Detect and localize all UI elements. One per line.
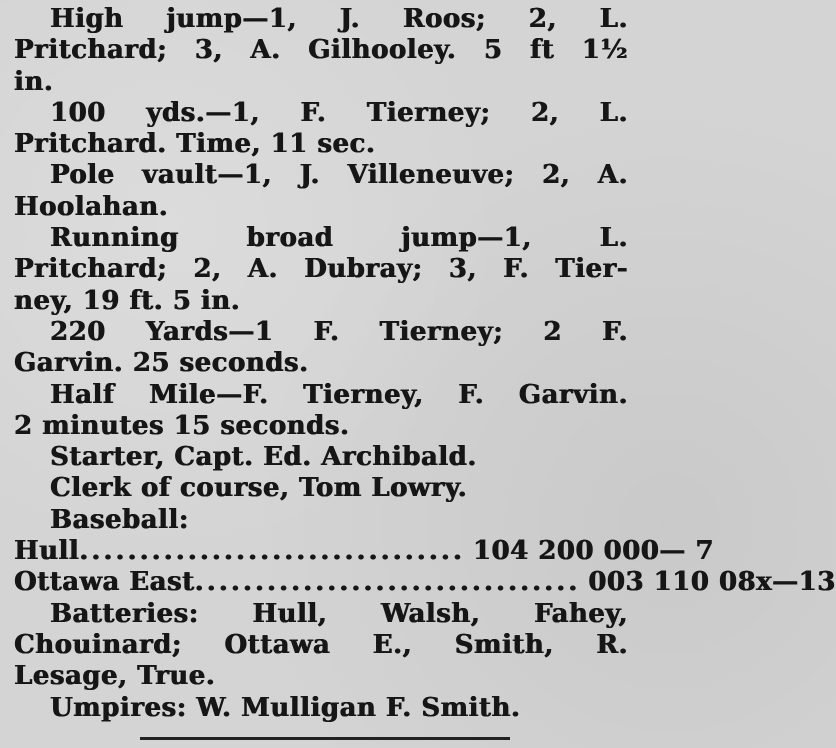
article-line: Garvin. 25 seconds. — [14, 348, 309, 379]
score-row — [14, 567, 836, 598]
article-line: Hoolahan. — [14, 191, 169, 222]
article-line: Pritchard. Time, 11 sec. — [14, 129, 376, 160]
article-line: Clerk of course, Tom Lowry. — [50, 473, 468, 504]
section-heading: Baseball: — [50, 504, 189, 535]
score-runs: 003 110 08x—13 — [588, 567, 836, 598]
score-team: Hull — [14, 536, 80, 567]
score-runs: 104 200 000— 7 — [472, 536, 714, 567]
article-line: Umpires: W. Mulligan F. Smith. — [50, 692, 521, 723]
score-row — [14, 536, 714, 567]
score-leader-dots: ................................ — [79, 536, 465, 567]
article-line: ney, 19 ft. 5 in. — [14, 285, 241, 316]
article-line: Half Mile—F. Tierney, F. Garvin. — [50, 379, 628, 410]
article-line: Starter, Capt. Ed. Archibald. — [50, 442, 477, 473]
article-line: in. — [14, 66, 54, 97]
article-line: High jump—1, J. Roos; 2, L. — [50, 4, 628, 34]
score-team: Ottawa East — [14, 567, 195, 598]
article-line: Pritchard; 3, A. Gilhooley. 5 ft 1½ — [14, 35, 628, 66]
article-line: 100 yds.—1, F. Tierney; 2, L. — [50, 97, 628, 128]
article-line: 220 Yards—1 F. Tierney; 2 F. — [50, 316, 628, 347]
article-line: 2 minutes 15 seconds. — [14, 410, 350, 441]
article-line: Batteries: Hull, Walsh, Fahey, — [50, 598, 628, 629]
article-line: Running broad jump—1, L. — [50, 223, 628, 254]
newspaper-column — [14, 4, 836, 724]
column-rule — [140, 737, 510, 740]
article-line: Chouinard; Ottawa E., Smith, R. — [14, 629, 628, 660]
article-line: Lesage, True. — [14, 661, 216, 692]
article-line: Pritchard; 2, A. Dubray; 3, F. Tier- — [14, 254, 628, 285]
score-leader-dots: ................................ — [194, 567, 581, 598]
article-line: Pole vault—1, J. Villeneuve; 2, A. — [50, 160, 628, 191]
